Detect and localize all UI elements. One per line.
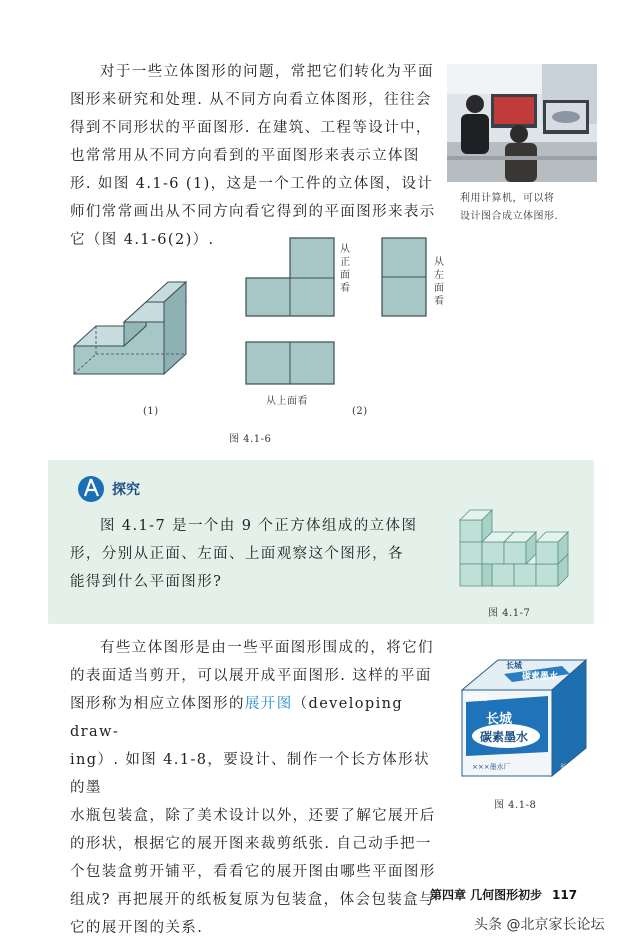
box-side-brand: 长城 xyxy=(560,763,574,771)
explore-header xyxy=(88,474,140,504)
page-number: 117 xyxy=(552,888,578,902)
intro-line: 形. 如图 4.1-6 (1)，这是一个工件的立体图，设计 xyxy=(70,176,434,192)
chapter-title: 第四章 几何图形初步 xyxy=(430,888,543,902)
explore-icon xyxy=(76,474,106,504)
unfold-line: 组成? 再把展开的纸板复原为包装盒，体会包装盒与 xyxy=(70,892,435,908)
front-view-label: 从正面看 xyxy=(340,244,351,294)
box-side-tag: 书写用 xyxy=(464,693,488,702)
watermark: 头条 @北京家长论坛 xyxy=(474,917,605,933)
unfold-line: ing）. 如图 4.1-8，要设计、制作一个长方体形状的墨 xyxy=(70,752,430,796)
intro-paragraph xyxy=(70,58,442,254)
intro-line: 也常常用从不同方向看到的平面图形来表示立体图 xyxy=(70,148,420,164)
box-figure-caption: 图 4.1-8 xyxy=(494,800,537,811)
box-maker: ×××墨水厂 xyxy=(472,763,511,771)
unfold-paragraph xyxy=(70,634,442,942)
photo-caption-line: 利用计算机，可以将 xyxy=(460,193,555,204)
unfold-line xyxy=(70,690,442,746)
figure-4-1-6-solid xyxy=(68,278,198,388)
top-view-label: 从上面看 xyxy=(266,396,308,407)
photo-caption-line: 设计图合成立体图形. xyxy=(460,211,559,222)
left-view-drawing xyxy=(380,236,428,318)
explore-title: 探究 xyxy=(112,482,140,498)
unfold-line: 水瓶包装盒，除了美术设计以外，还要了解它展开后 xyxy=(70,808,436,824)
front-view-drawing xyxy=(244,236,336,318)
page-footer xyxy=(430,886,577,903)
box-front-brand: 长城 xyxy=(486,712,513,727)
unfold-line-end: （developing draw- xyxy=(70,696,404,740)
figure-caption: 图 4.1-6 xyxy=(229,434,272,445)
figure-label-1: (1) xyxy=(143,406,159,417)
intro-line: 图形来研究和处理. 从不同方向看立体图形，往往会 xyxy=(70,92,432,108)
box-front-text: 碳素墨水 xyxy=(480,730,529,744)
intro-line: 它（图 4.1-6(2)）. xyxy=(70,232,215,248)
intro-line: 对于一些立体图形的问题，常把它们转化为平面 xyxy=(100,64,434,80)
explore-figure-caption: 图 4.1-7 xyxy=(488,608,531,619)
unfold-line: 有些立体图形是由一些平面图形围成的，将它们 xyxy=(100,640,434,656)
explore-box xyxy=(48,460,594,624)
top-view-drawing xyxy=(244,340,336,386)
explore-line: 图 4.1-7 是一个由 9 个正方体组成的立体图 xyxy=(100,518,418,534)
unfold-line: 个包装盒剪开铺平，看看它的展开图由哪些平面图形 xyxy=(70,864,436,880)
intro-line: 师们常常画出从不同方向看它得到的平面图形来表示 xyxy=(70,204,436,220)
box-top-text: 碳素墨水 xyxy=(522,672,559,682)
explore-line: 能得到什么平面图形? xyxy=(70,574,223,590)
figure-label-2: (2) xyxy=(352,406,368,417)
unfold-line-start: 图形称为相应立体图形的 xyxy=(70,696,245,712)
left-view-label: 从左面看 xyxy=(434,257,445,307)
box-top-brand: 长城 xyxy=(506,661,522,670)
explore-text xyxy=(70,512,442,596)
explore-line: 形，分别从正面、左面、上面观察这个图形，各 xyxy=(70,546,404,562)
unfold-line: 的形状，根据它的展开图来裁剪纸张. 自己动手把一 xyxy=(70,836,432,852)
unfold-line: 的表面适当剪开，可以展开成平面图形. 这样的平面 xyxy=(70,668,432,684)
unfold-line: 它的展开图的关系. xyxy=(70,920,204,936)
computer-design-photo xyxy=(447,64,597,182)
nine-cube-figure xyxy=(452,500,582,600)
developing-drawing-term: 展开图 xyxy=(244,696,293,712)
photo-caption xyxy=(460,190,600,226)
intro-line: 得到不同形状的平面图形. 在建筑、工程等设计中， xyxy=(70,120,432,136)
